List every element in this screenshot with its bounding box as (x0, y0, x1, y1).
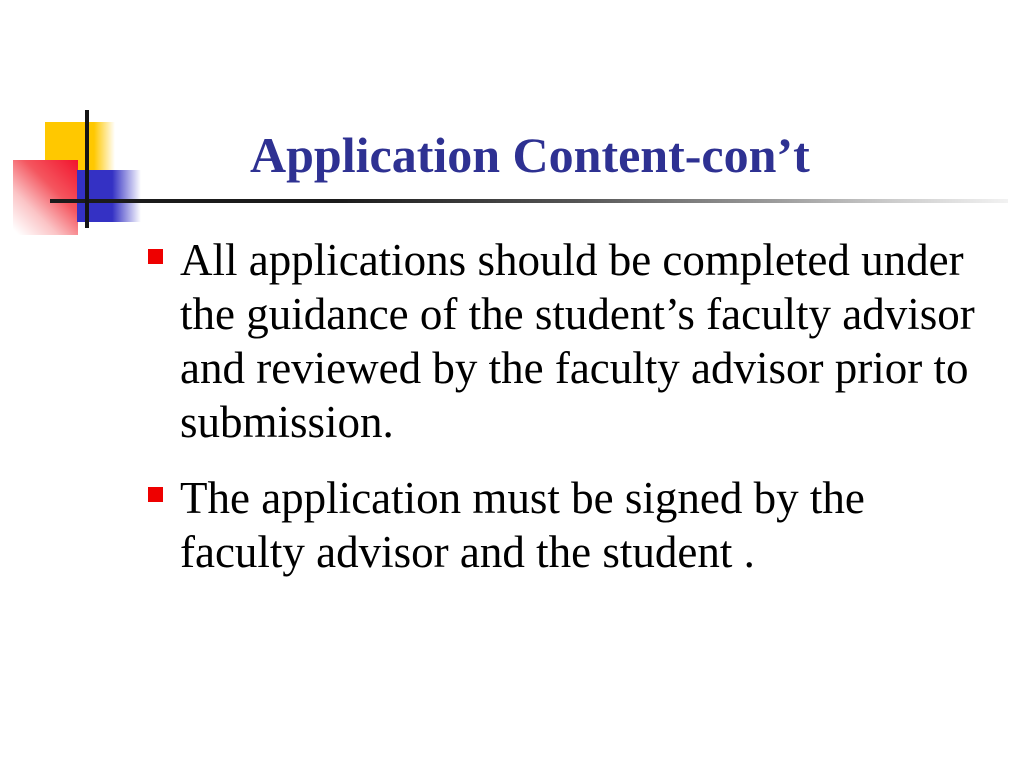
bullet-text (180, 233, 975, 449)
bullet-text-line: faculty advisor and the student . (180, 527, 755, 577)
bullet-square-icon (148, 249, 163, 264)
bullet-item (148, 471, 1010, 579)
bullet-text-line: submission. (180, 397, 394, 447)
bullet-text (180, 471, 865, 579)
corner-decoration (0, 0, 200, 260)
slide-title: Application Content-con’t (250, 127, 810, 183)
bullet-text-line: The application must be signed by the (180, 473, 865, 523)
slide-body (148, 233, 1010, 579)
bullet-item (148, 233, 1010, 449)
red-gradient-square (13, 160, 78, 235)
vertical-line (85, 110, 89, 228)
bullet-square-icon (148, 487, 163, 502)
bullet-text-line: All applications should be completed under (180, 235, 964, 285)
bullet-text-line: and reviewed by the faculty advisor prior to (180, 343, 969, 393)
title-underline-rule (50, 199, 1008, 203)
bullet-text-line: the guidance of the student’s faculty advisor (180, 289, 975, 339)
